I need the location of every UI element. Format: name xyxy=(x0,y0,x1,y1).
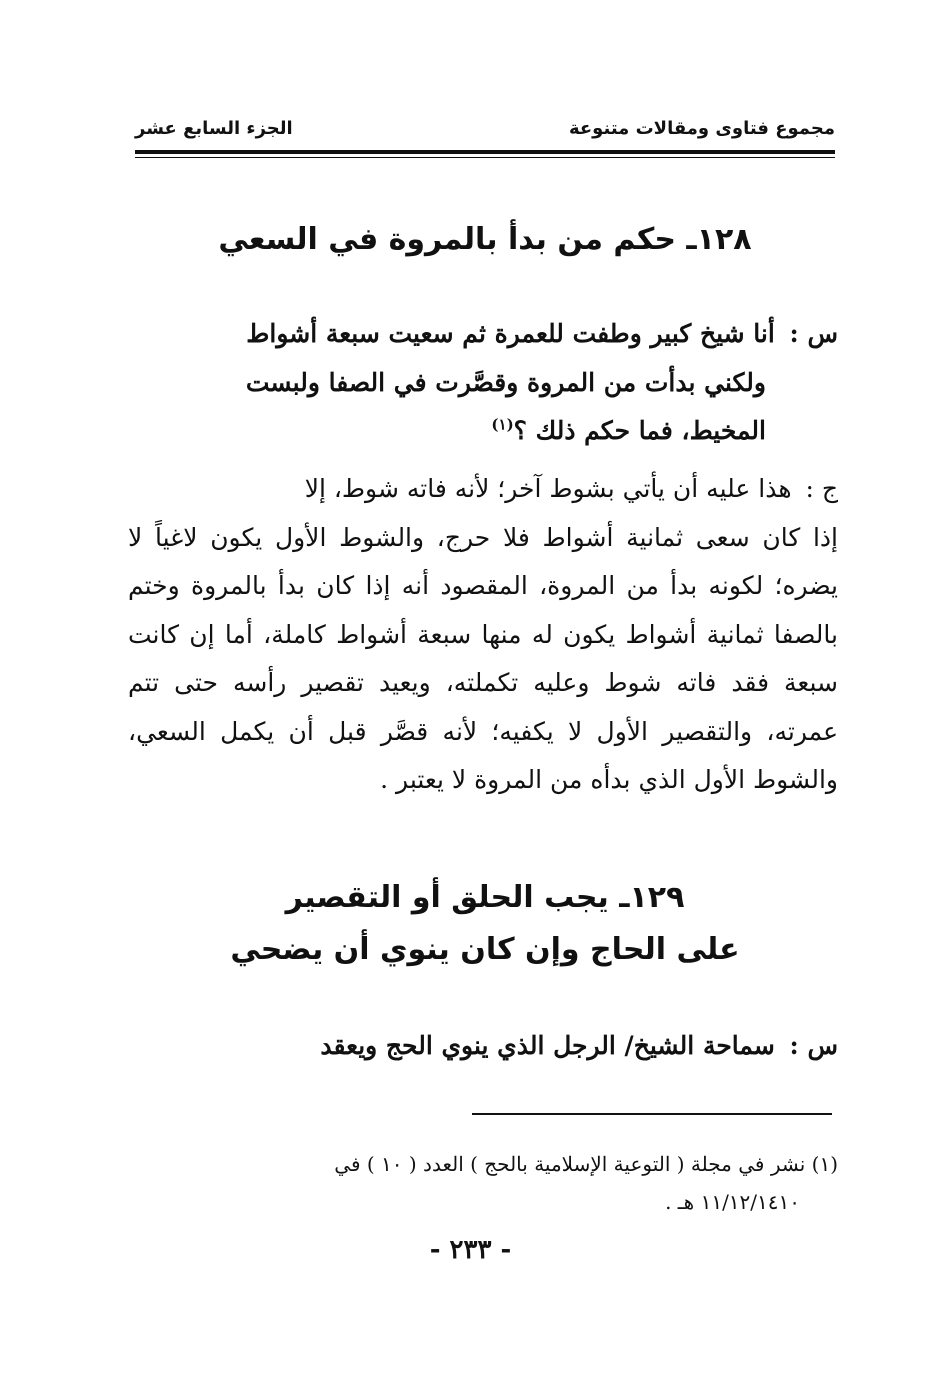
footnote-rule xyxy=(472,1113,832,1115)
header-rule-thin xyxy=(135,157,835,158)
footnote-line-2: ١١/١٢/١٤١٠ هـ . xyxy=(665,1190,800,1214)
section-128-title: ١٢٨ـ حكم من بدأ بالمروة في السعي xyxy=(218,222,752,257)
answer-line-1 xyxy=(128,465,838,514)
section-128-answer xyxy=(128,465,838,805)
page-number: - ٢٣٣ - xyxy=(429,1235,512,1265)
question-text: سماحة الشيخ/ الرجل الذي ينوي الحج ويعقد xyxy=(320,1031,775,1060)
footnote-marker: (١) xyxy=(811,1152,838,1176)
question-line-1 xyxy=(128,310,838,359)
footnote xyxy=(128,1145,838,1221)
question-marker: س : xyxy=(789,1031,838,1060)
answer-text-1: هذا عليه أن يأتي بشوط آخر؛ لأنه فاته شوط، إلا xyxy=(304,474,792,503)
answer-marker: ج : xyxy=(805,474,838,503)
volume-label: الجزء السابع عشر xyxy=(135,118,293,139)
answer-text-rest: إذا كان سعى ثمانية أشواط فلا حرج، والشوط الأول يكون لاغياً لا يضره؛ لكونه بدأ من المروة، المقصود أنه إذا كان بدأ بالمروة وختم بالصفا ثمانية أشواط يكون له منها سبعة أشواط كاملة، أما إن كانت سبعة فقد فاته شوط وعليه تكملته، ويعيد تقصير رأسه حتى تتم عمرته، والتقصير الأول لا يكفيه؛ لأنه قصَّر قبل أن يكمل السعي، والشوط الأول الذي بدأه من المروة لا يعتبر . xyxy=(128,522,838,794)
running-header xyxy=(135,118,835,152)
question-line-2: ولكني بدأت من المروة وقصَّرت في الصفا ولبست xyxy=(245,367,766,397)
footnote-text-1: نشر في مجلة ( التوعية الإسلامية بالحج ) العدد ( ١٠ ) في xyxy=(334,1152,806,1176)
question-marker: س : xyxy=(789,319,838,348)
footnote-reference: (١) xyxy=(491,415,514,434)
book-title: مجموع فتاوى ومقالات متنوعة xyxy=(568,118,835,139)
section-129-title-line-2: على الحاج وإن كان ينوي أن يضحي xyxy=(230,932,740,967)
section-128-question xyxy=(128,310,838,456)
section-129-title-line-1: ١٢٩ـ يجب الحلق أو التقصير xyxy=(285,880,685,915)
header-rule xyxy=(135,150,835,154)
footnote-line-1 xyxy=(128,1145,838,1183)
question-text-1: أنا شيخ كبير وطفت للعمرة ثم سعيت سبعة أشواط xyxy=(246,319,775,348)
section-129-question xyxy=(128,1022,838,1071)
question-line-3 xyxy=(128,407,838,456)
question-text-3: المخيط، فما حكم ذلك ؟ xyxy=(513,416,766,445)
